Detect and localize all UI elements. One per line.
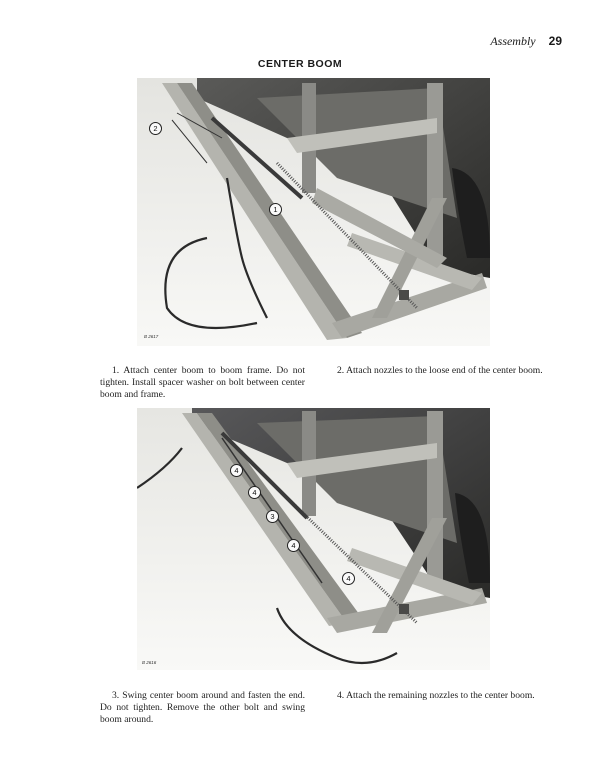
callout-2: 2 <box>149 122 162 135</box>
page-title: CENTER BOOM <box>257 58 343 70</box>
callout-3: 3 <box>266 510 279 523</box>
caption-step-2 <box>325 365 565 377</box>
section-name: Assembly <box>490 34 536 48</box>
figure-code: B 2616 <box>142 660 157 665</box>
caption-text: 3. Swing center boom around and fasten the end. Do not tighten. Remove the other bolt and swing boom around. <box>100 690 305 725</box>
page-number: 29 <box>548 34 562 48</box>
caption-step-3 <box>100 690 305 726</box>
boom-frame-illustration <box>137 408 490 670</box>
caption-text: 1. Attach center boom to boom frame. Do not tighten. Install spacer washer on bolt between center boom and frame. <box>100 365 305 400</box>
figure-1-photo <box>137 78 490 346</box>
figure-2-photo <box>137 408 490 670</box>
running-header <box>490 34 562 49</box>
callout-4: 4 <box>287 539 300 552</box>
boom-frame-illustration <box>137 78 490 346</box>
callout-4: 4 <box>342 572 355 585</box>
callout-4: 4 <box>230 464 243 477</box>
caption-text: 2. Attach nozzles to the loose end of the center boom. <box>337 365 543 376</box>
callout-4: 4 <box>248 486 261 499</box>
caption-step-1 <box>100 365 305 401</box>
caption-step-4 <box>325 690 565 702</box>
callout-1: 1 <box>269 203 282 216</box>
figure-code: B 2617 <box>144 334 159 339</box>
caption-text: 4. Attach the remaining nozzles to the center boom. <box>337 690 535 701</box>
